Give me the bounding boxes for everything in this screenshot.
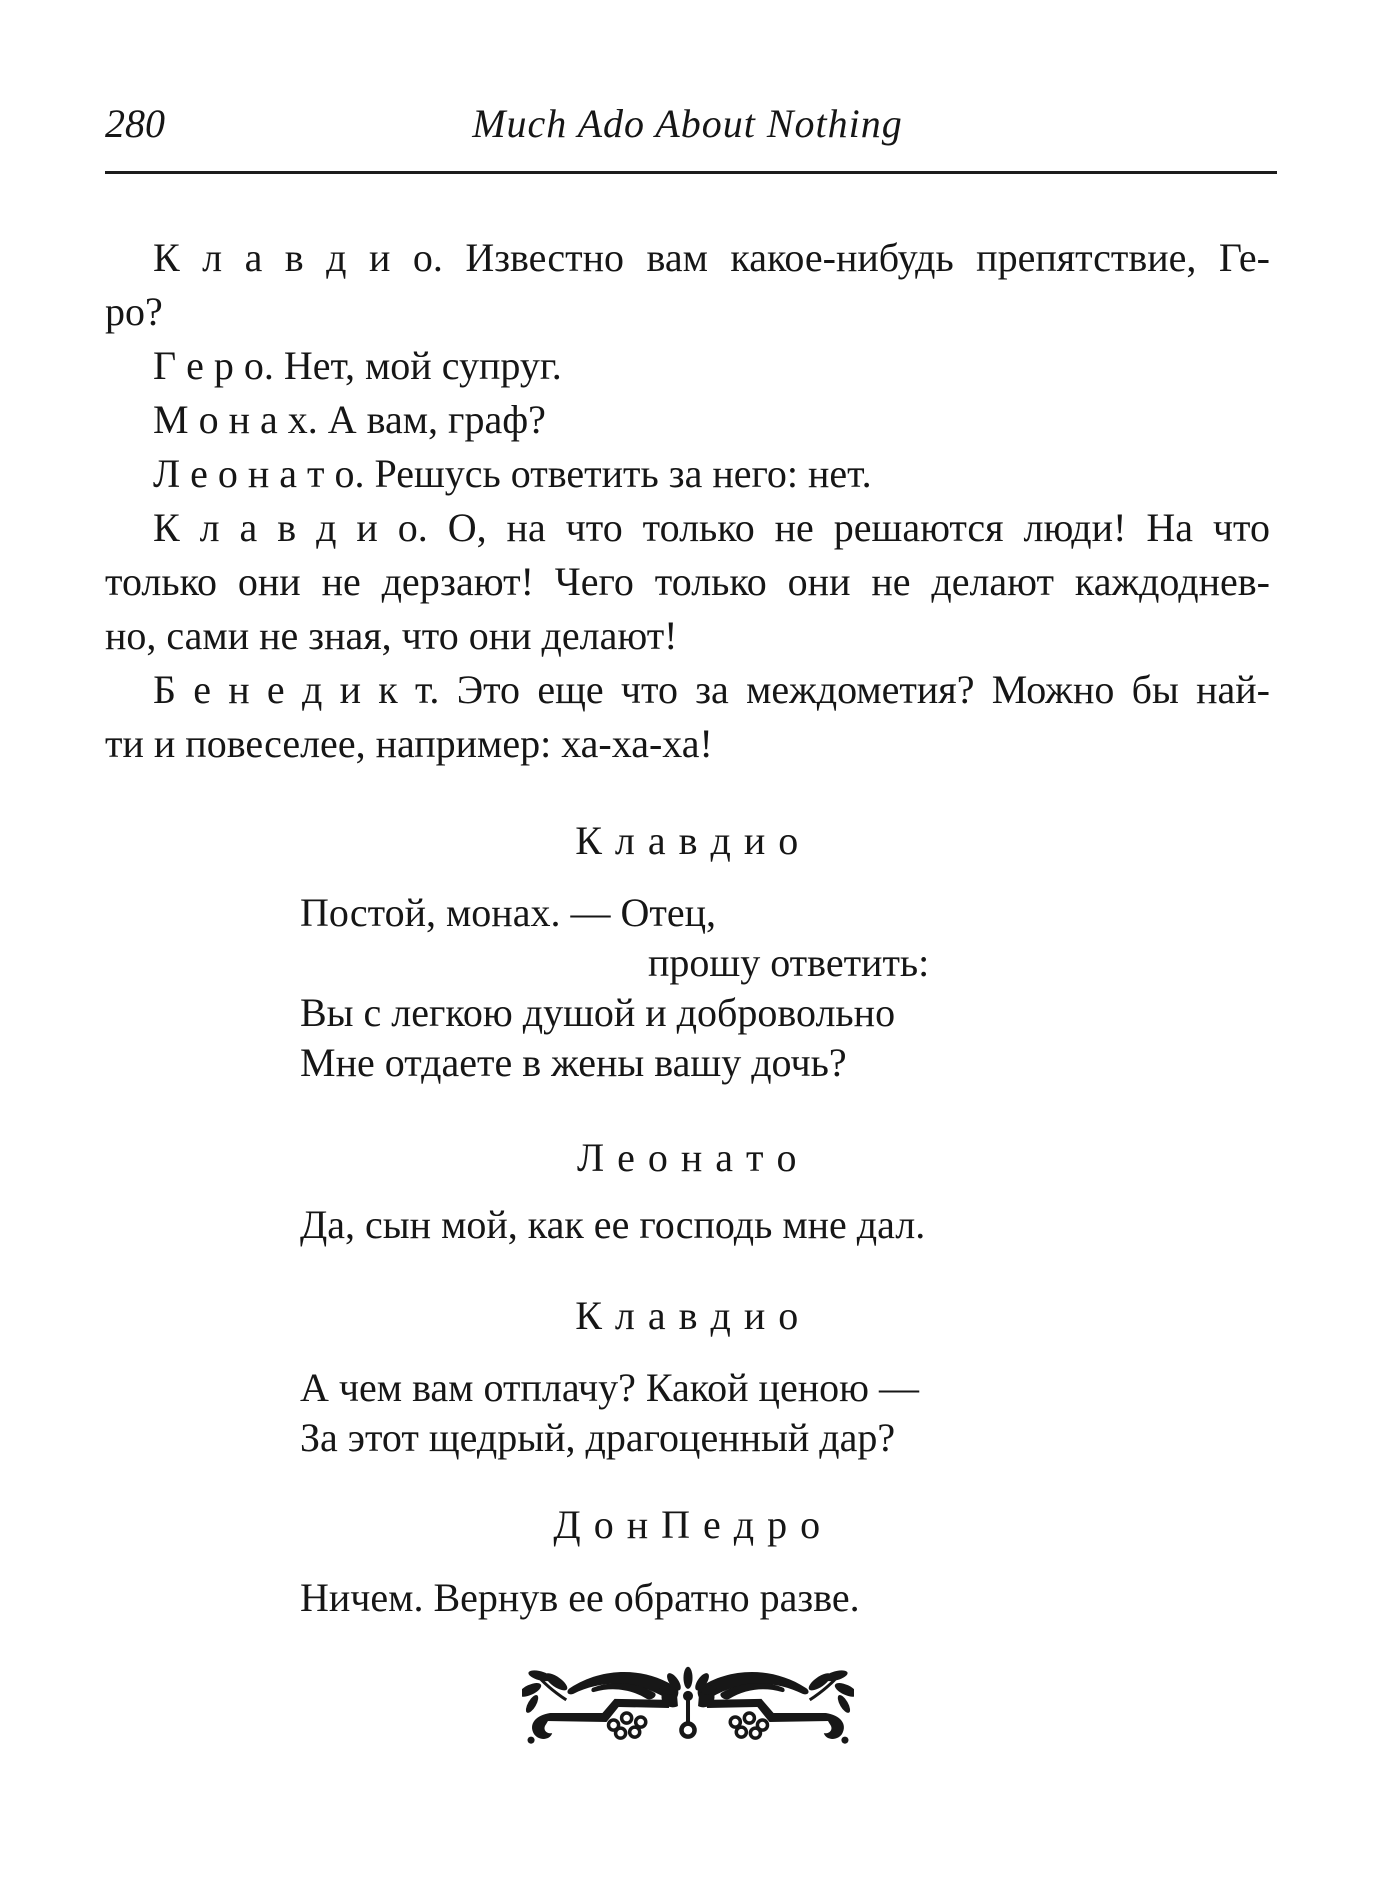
prose-line: М о н а х. А вам, граф?: [153, 397, 546, 442]
prose-section: [105, 231, 1270, 771]
speaker-heading: Л е о н а т о: [576, 1135, 799, 1180]
prose-line: только они не дерзают! Чего только они не делают каждоднев-: [105, 559, 1270, 604]
verse-block: [300, 1573, 1280, 1623]
prose-line: К л а в д и о. Известно вам какое-нибудь препятствие, Ге-: [153, 235, 1270, 280]
verse-line: За этот щедрый, драгоценный дар?: [300, 1415, 896, 1460]
verse-block: [300, 1200, 1280, 1250]
speaker-heading: К л а в д и о: [575, 1293, 800, 1338]
speaker-heading: Д о н П е д р о: [553, 1502, 822, 1547]
verse-line: Ничем. Вернув ее обратно разве.: [300, 1575, 860, 1620]
prose-line: но, сами не зная, что они делают!: [105, 613, 678, 658]
floral-tailpiece-icon: [522, 1665, 854, 1759]
header-rule: [105, 171, 1277, 174]
verse-line: прошу ответить:: [648, 940, 930, 985]
verse-line: А чем вам отплачу? Какой ценою —: [300, 1365, 920, 1410]
prose-line: Л е о н а т о. Решусь ответить за него: нет.: [153, 451, 872, 496]
prose-line: Г е р о. Нет, мой супруг.: [153, 343, 562, 388]
prose-line: ти и повеселее, например: ха-ха-ха!: [105, 721, 713, 766]
verse-line: Постой, монах. — Отец,: [300, 890, 716, 935]
prose-line: К л а в д и о. О, на что только не решаются люди! На что: [153, 505, 1270, 550]
prose-line: Б е н е д и к т. Это еще что за междометия? Можно бы най-: [153, 667, 1270, 712]
verse-line: Вы с легкою душой и добровольно: [300, 990, 896, 1035]
floral-ornament: [105, 1665, 1270, 1759]
speaker-heading: К л а в д и о: [575, 818, 800, 863]
verse-line: Мне отдаете в жены вашу дочь?: [300, 1040, 847, 1085]
running-title: Much Ado About Nothing: [472, 101, 903, 146]
verse-block: [300, 888, 1280, 1088]
prose-line: ро?: [105, 289, 163, 334]
running-header: [105, 100, 1270, 150]
verse-line: Да, сын мой, как ее господь мне дал.: [300, 1202, 926, 1247]
verse-block: [300, 1363, 1280, 1463]
page-number: 280: [105, 101, 165, 146]
